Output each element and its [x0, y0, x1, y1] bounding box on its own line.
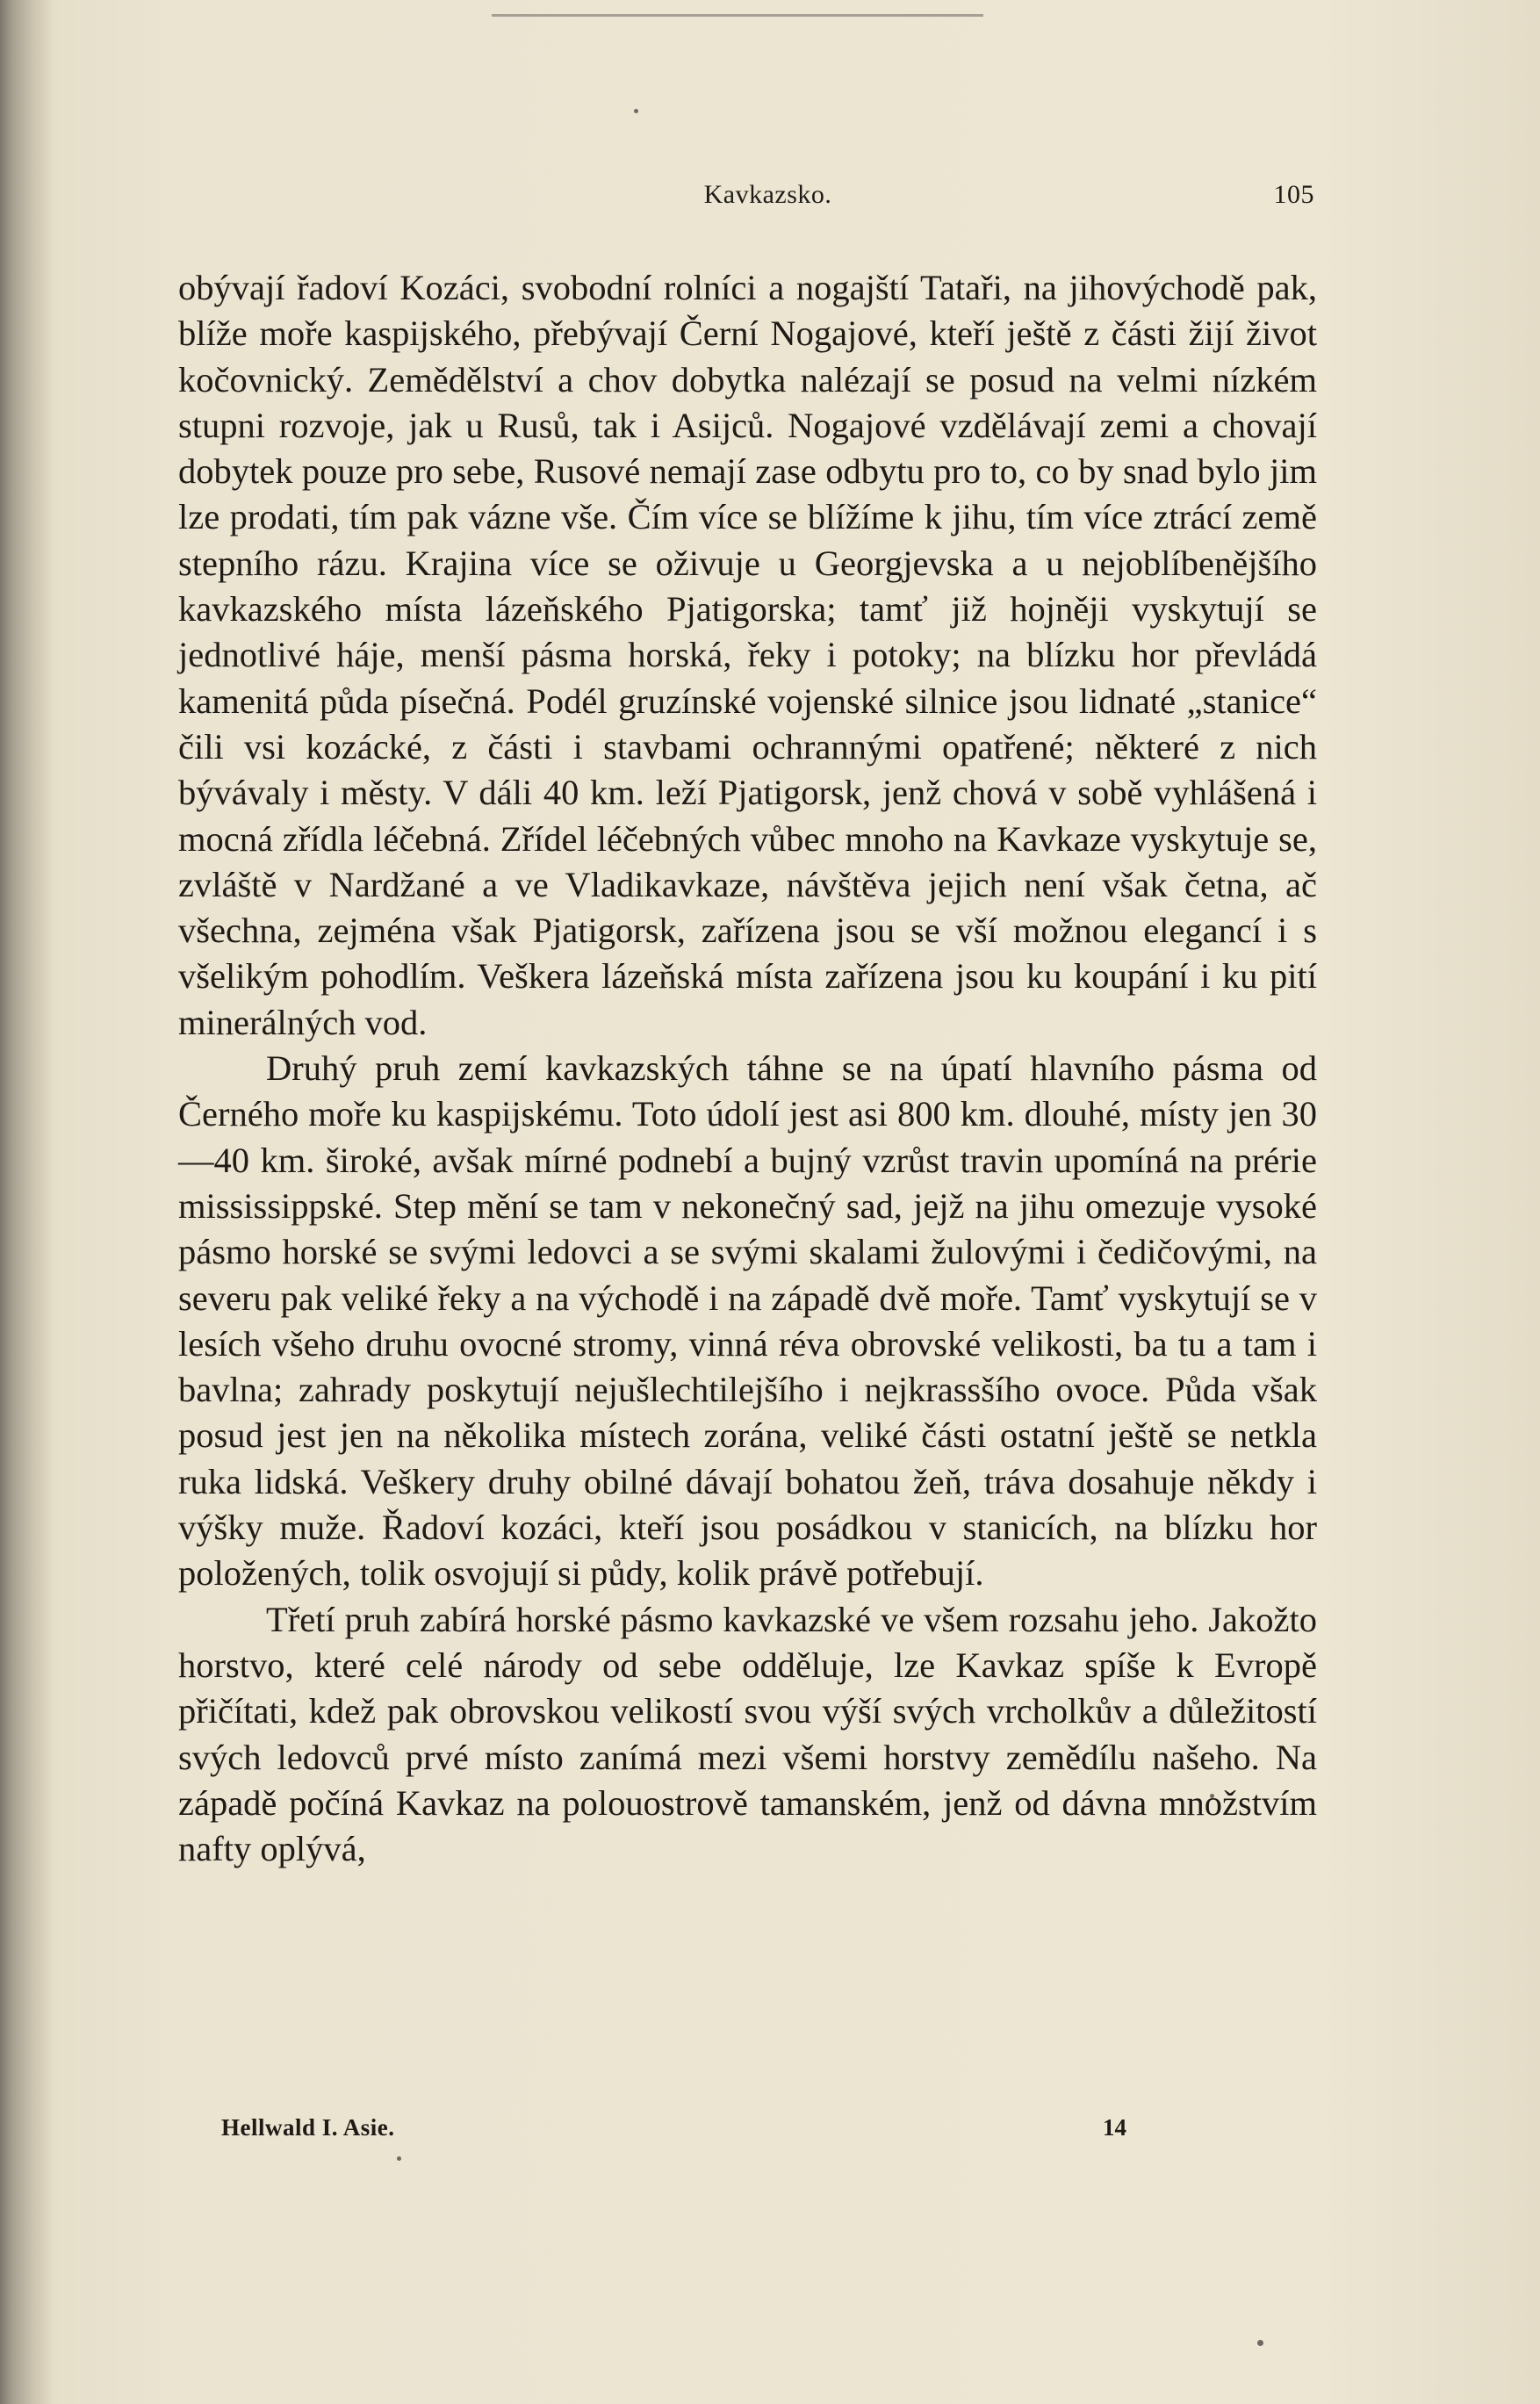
- ink-speck: [397, 2156, 401, 2161]
- ink-speck: [634, 109, 638, 113]
- printer-signature-mark: Hellwald I. Asie.: [221, 2114, 395, 2141]
- page-header: [221, 180, 1314, 219]
- page-number: 105: [1273, 180, 1314, 209]
- ink-speck: [1257, 2340, 1263, 2346]
- running-title: Kavkazsko.: [703, 180, 832, 209]
- top-edge-mark: [492, 14, 983, 17]
- page-footer: [221, 2114, 1187, 2149]
- paragraph: obývají řadoví Kozáci, svobodní rolníci a nogajští Tataři, na jihovýchodě pak, blíže moře kaspijského, přebývají Černí Nogajové, kteří ještě z části žijí život kočovnický. Zemědělství a chov dobytka nalézají se posud na velmi nízkém stupni rozvoje, jak u Rusů, tak i Asijců. Nogajové vzdělávají zemi a chovají dobytek pouze pro sebe, Rusové nemají zase odbytu pro to, co by snad bylo jim lze prodati, tím pak vázne vše. Čím více se blížíme k jihu, tím více ztrácí země stepního rázu. Krajina více se oživuje u Georgjevska a u nejoblíbenějšího kavkazského místa lázeňského Pjatigorska; tamť již hojněji vyskytují se jednotlivé háje, menší pásma horská, řeky i potoky; na blízku hor převládá kamenitá půda písečná. Podél gruzínské vojenské silnice jsou lidnaté „stanice“ čili vsi kozácké, z části i stavbami ochrannými opatřené; některé z nich bývávaly i městy. V dáli 40 km. leží Pjatigorsk, jenž chová v sobě vyhlášená i mocná zřídla léčebná. Zřídel léčebných vůbec mnoho na Kavkaze vyskytuje se, zvláště v Nardžané a ve Vladikavkaze, návštěva jejich není však četna, ač všechna, zejména však Pjatigorsk, zařízena jsou se vší možnou elegancí i s všelikým pohodlím. Veškera lázeňská místa zařízena jsou ku koupání i ku pití minerálných vod.: [178, 268, 1317, 1042]
- body-text: [178, 265, 1317, 1872]
- paragraph: Druhý pruh zemí kavkazských táhne se na úpatí hlavního pásma od Černého moře ku kaspijskému. Toto údolí jest asi 800 km. dlouhé, místy jen 30—40 km. široké, avšak mírné podnebí a bujný vzrůst travin upomíná na prérie mississippské. Step mění se tam v nekonečný sad, jejž na jihu omezuje vysoké pásmo horské se svými ledovci a se svými skalami žulovými i čedičovými, na severu pak veliké řeky a na východě i na západě dvě moře. Tamť vyskytují se v lesích všeho druhu ovocné stromy, vinná réva obrovské velikosti, ba tu a tam i bavlna; zahrady poskytují nejušlechtilejšího i nejkrassšího ovoce. Půda však posud jest jen na několika místech zorána, veliké části ostatní ještě se netkla ruka lidská. Veškery druhy obilné dávají bohatou žeň, tráva dosahuje někdy i výšky muže. Řadoví kozáci, kteří jsou posádkou v stanicích, na blízku hor položených, tolik osvojují si půdy, kolik právě potřebují.: [178, 1048, 1317, 1594]
- signature-number: 14: [1103, 2114, 1126, 2141]
- book-binding-shadow: [0, 0, 53, 2404]
- paragraph: Třetí pruh zabírá horské pásmo kavkazské ve všem rozsahu jeho. Jakožto horstvo, které celé národy od sebe odděluje, lze Kavkaz spíše k Evropě přičítati, kdež pak obrovskou velikostí svou výší svých vrcholkův a důležitostí svých ledovců prvé místo zanímá mezi všemi horstvy zemědílu našeho. Na západě počíná Kavkaz na polouostrově tamanském, jenž od dávna množstvím nafty oplývá,: [178, 1599, 1317, 1869]
